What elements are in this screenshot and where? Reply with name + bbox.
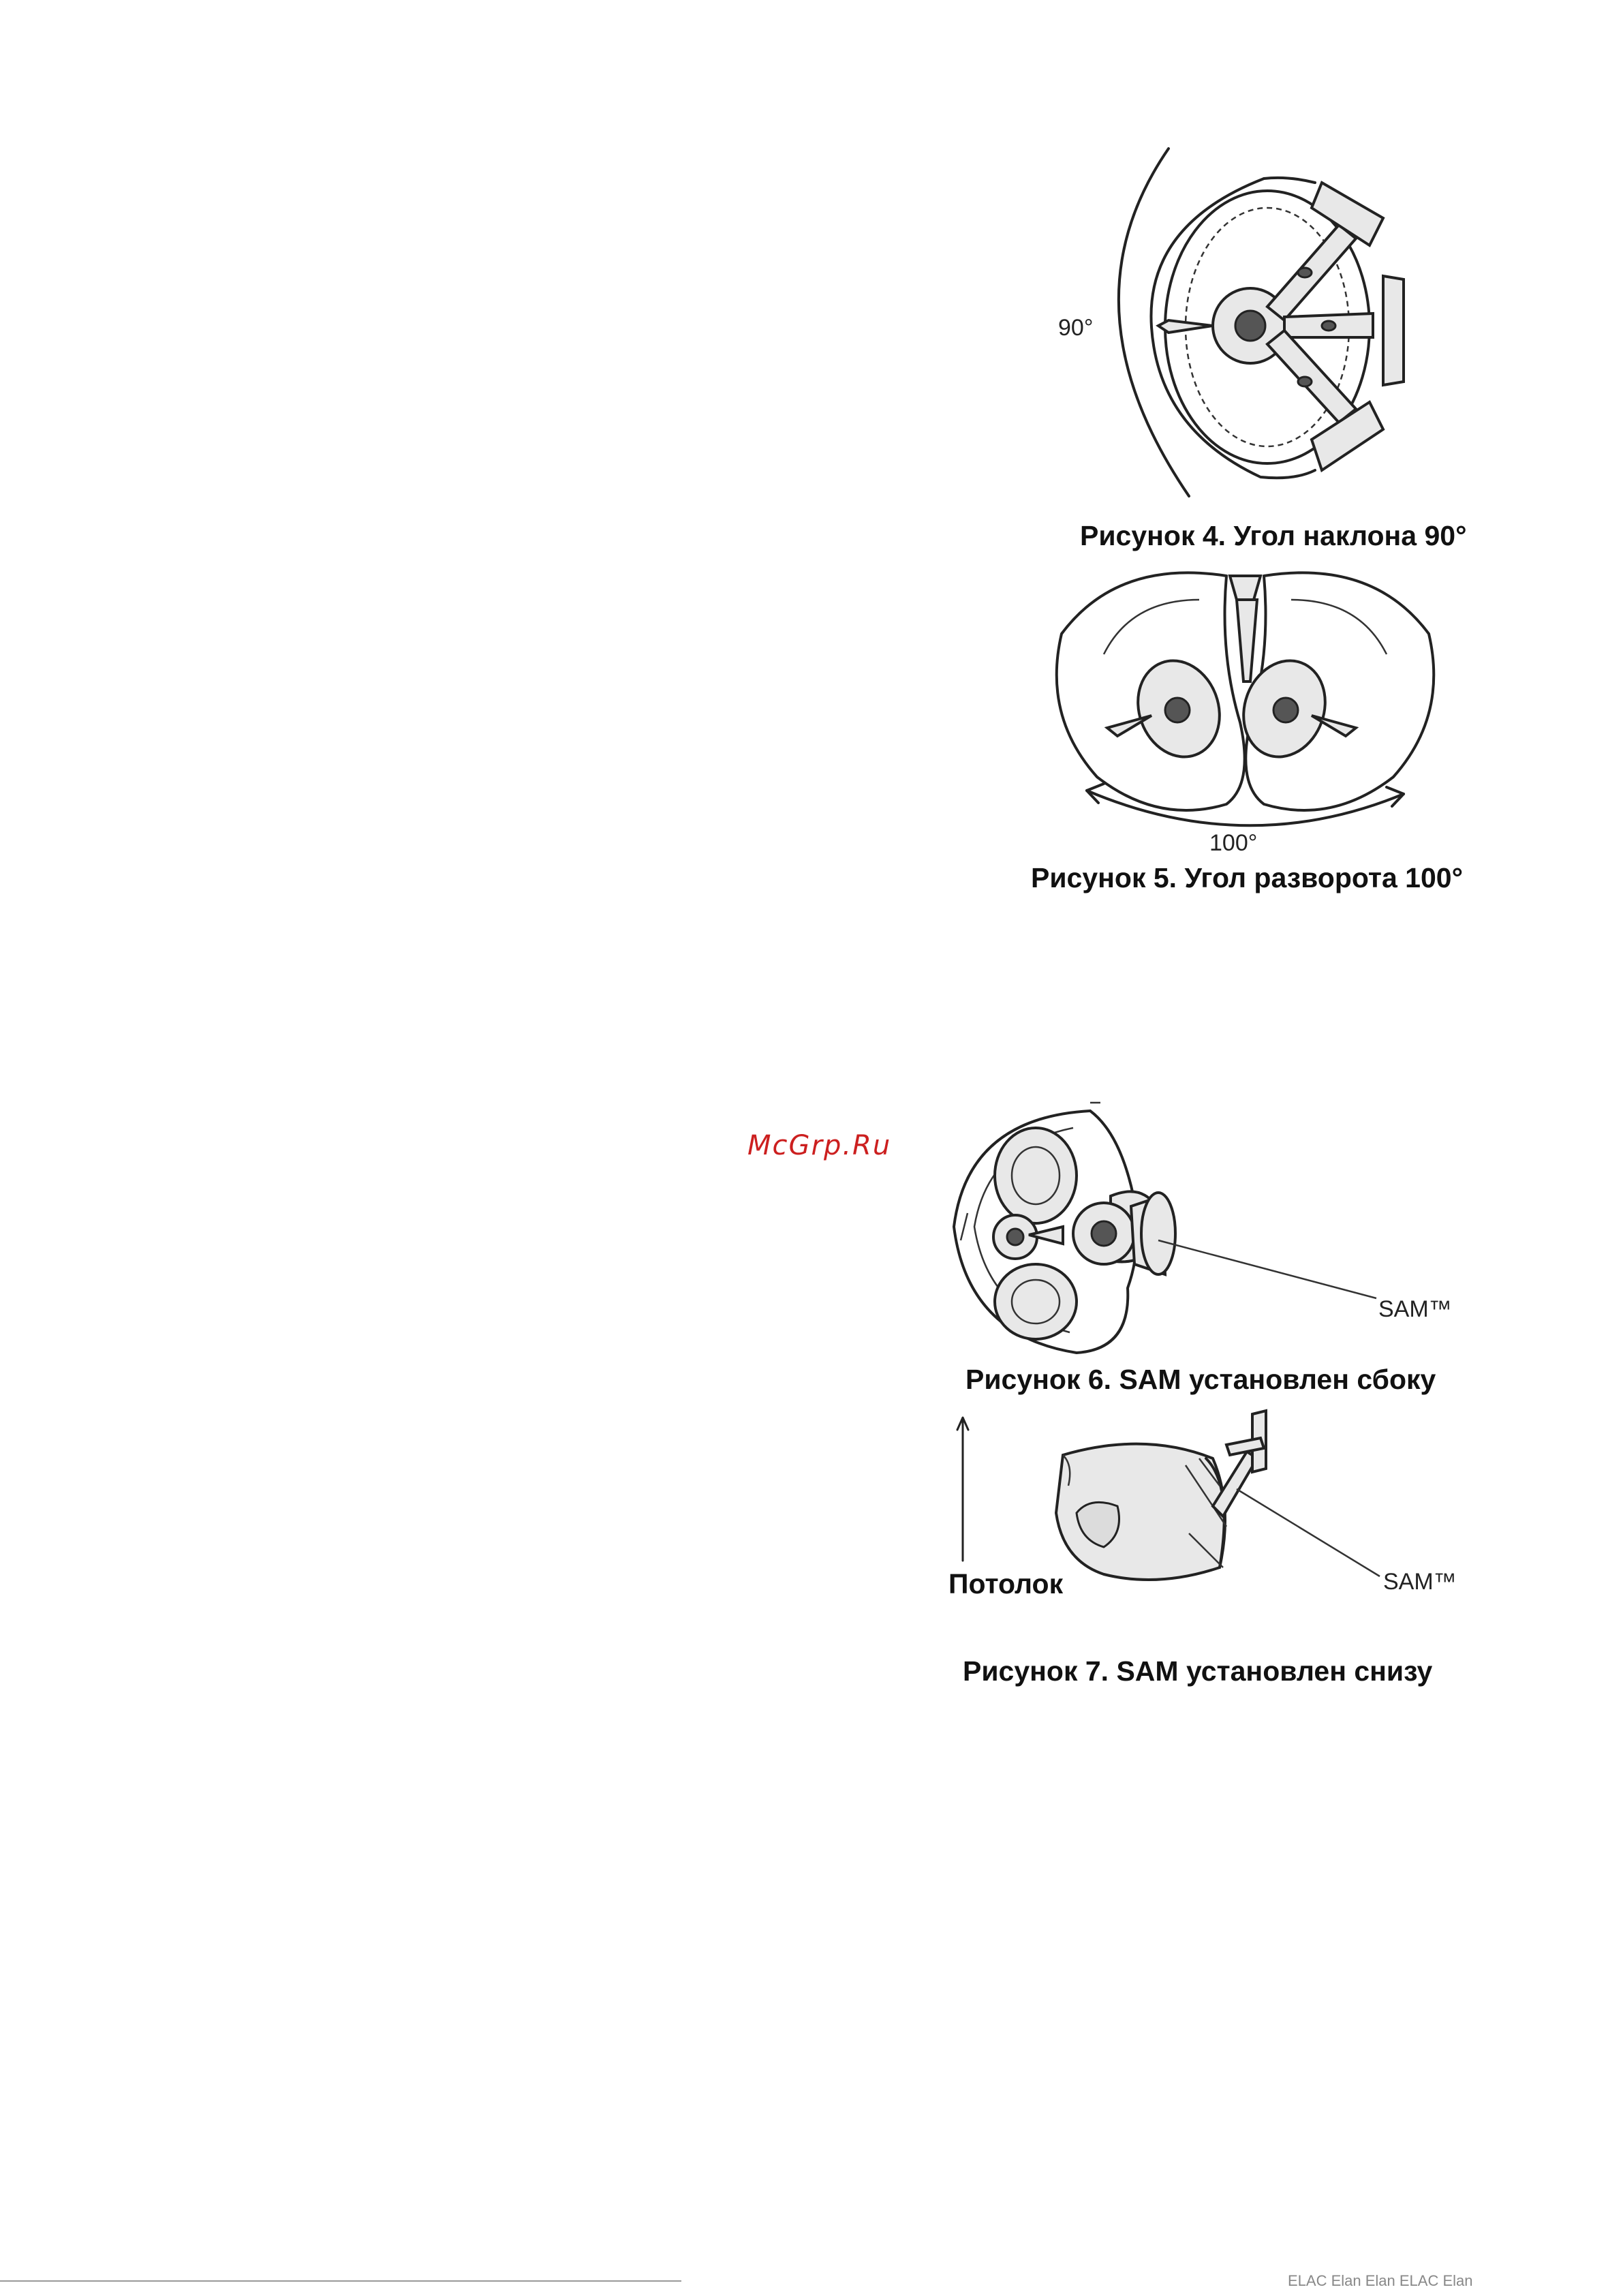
swivel-angle-label: 100° bbox=[1209, 830, 1258, 856]
watermark: McGrp.Ru bbox=[747, 1130, 892, 1161]
sam-callout-6: SAM™ bbox=[1378, 1296, 1452, 1322]
figure-4-caption: Рисунок 4. Угол наклона 90° bbox=[1080, 520, 1467, 551]
figure-5-caption: Рисунок 5. Угол разворота 100° bbox=[1031, 862, 1463, 893]
ceiling-label: Потолок bbox=[948, 1568, 1064, 1599]
sam-callout-7: SAM™ bbox=[1383, 1569, 1457, 1595]
footer-rule bbox=[0, 2280, 681, 2282]
figure-7-caption: Рисунок 7. SAM установлен снизу bbox=[963, 1655, 1433, 1687]
figure-6-caption: Рисунок 6. SAM установлен сбоку bbox=[965, 1364, 1436, 1395]
tilt-angle-label: 90° bbox=[1058, 315, 1094, 341]
footer-text: ELAC Elan Elan ELAC Elan bbox=[1288, 2272, 1473, 2289]
